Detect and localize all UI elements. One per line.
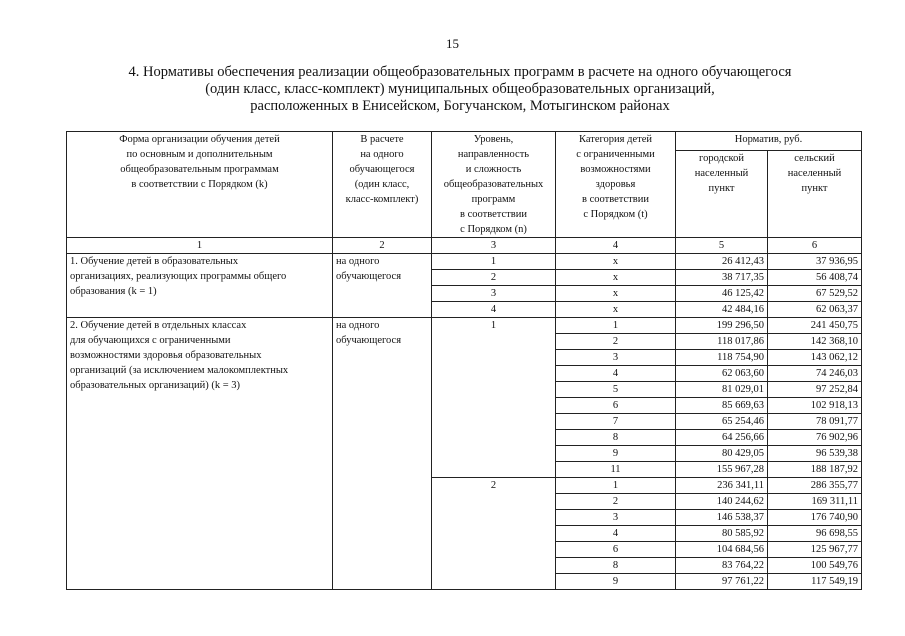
header-level: Уровень, направленность и сложность общеобразовательных программ в соответствии с Порядком (n) bbox=[432, 132, 556, 238]
urban-value: 146 538,37 bbox=[676, 510, 768, 526]
rural-value: 62 063,37 bbox=[768, 302, 862, 318]
rural-value: 188 187,92 bbox=[768, 462, 862, 478]
category-cell: 6 bbox=[556, 542, 676, 558]
rural-value: 117 549,19 bbox=[768, 574, 862, 590]
section-1-form: 1. Обучение детей в образовательных организациях, реализующих программы общего образования (k = 1) bbox=[67, 254, 333, 318]
urban-value: 199 296,50 bbox=[676, 318, 768, 334]
urban-value: 64 256,66 bbox=[676, 430, 768, 446]
column-number: 4 bbox=[556, 238, 676, 254]
header-form: Форма организации обучения детей по основным и дополнительным общеобразовательным программам в соответствии с Порядком (k) bbox=[67, 132, 333, 238]
category-cell: х bbox=[556, 270, 676, 286]
rural-value: 100 549,76 bbox=[768, 558, 862, 574]
urban-value: 104 684,56 bbox=[676, 542, 768, 558]
category-cell: 4 bbox=[556, 366, 676, 382]
level-cell: 3 bbox=[432, 286, 556, 302]
page-title bbox=[60, 64, 860, 115]
category-cell: 3 bbox=[556, 350, 676, 366]
category-cell: 6 bbox=[556, 398, 676, 414]
page-number: 15 bbox=[446, 36, 459, 51]
urban-value: 236 341,11 bbox=[676, 478, 768, 494]
section-2-per: на одного обучающегося bbox=[333, 318, 432, 590]
level-cell: 4 bbox=[432, 302, 556, 318]
urban-value: 118 754,90 bbox=[676, 350, 768, 366]
urban-value: 38 717,35 bbox=[676, 270, 768, 286]
level-cell: 2 bbox=[432, 270, 556, 286]
rural-value: 67 529,52 bbox=[768, 286, 862, 302]
urban-value: 80 585,92 bbox=[676, 526, 768, 542]
urban-value: 83 764,22 bbox=[676, 558, 768, 574]
category-cell: 3 bbox=[556, 510, 676, 526]
urban-value: 155 967,28 bbox=[676, 462, 768, 478]
normative-table bbox=[66, 131, 862, 590]
urban-value: 62 063,60 bbox=[676, 366, 768, 382]
category-cell: 11 bbox=[556, 462, 676, 478]
table-row bbox=[67, 318, 862, 334]
column-number: 2 bbox=[333, 238, 432, 254]
rural-value: 125 967,77 bbox=[768, 542, 862, 558]
rural-value: 102 918,13 bbox=[768, 398, 862, 414]
level-cell: 1 bbox=[432, 254, 556, 270]
rural-value: 37 936,95 bbox=[768, 254, 862, 270]
category-cell: 9 bbox=[556, 574, 676, 590]
category-cell: х bbox=[556, 286, 676, 302]
urban-value: 85 669,63 bbox=[676, 398, 768, 414]
section-2-form: 2. Обучение детей в отдельных классах для обучающихся с ограниченными возможностями здоровья образовательных организаций (за исключением малокомплектных образовательных организаций) (k = 3) bbox=[67, 318, 333, 590]
urban-value: 80 429,05 bbox=[676, 446, 768, 462]
column-number: 5 bbox=[676, 238, 768, 254]
category-cell: 8 bbox=[556, 558, 676, 574]
category-cell: 1 bbox=[556, 318, 676, 334]
urban-value: 42 484,16 bbox=[676, 302, 768, 318]
urban-value: 97 761,22 bbox=[676, 574, 768, 590]
urban-value: 65 254,46 bbox=[676, 414, 768, 430]
rural-value: 96 539,38 bbox=[768, 446, 862, 462]
category-cell: х bbox=[556, 302, 676, 318]
level-cell: 2 bbox=[432, 478, 556, 590]
rural-value: 78 091,77 bbox=[768, 414, 862, 430]
category-cell: 2 bbox=[556, 494, 676, 510]
rural-value: 97 252,84 bbox=[768, 382, 862, 398]
header-rural: сельский населенный пункт bbox=[768, 151, 862, 238]
category-cell: 5 bbox=[556, 382, 676, 398]
section-1-per: на одного обучающегося bbox=[333, 254, 432, 318]
column-number-row bbox=[67, 238, 862, 254]
rural-value: 96 698,55 bbox=[768, 526, 862, 542]
title-line: (один класс, класс-комплект) муниципальных общеобразовательных организаций, bbox=[205, 81, 715, 97]
rural-value: 241 450,75 bbox=[768, 318, 862, 334]
rural-value: 56 408,74 bbox=[768, 270, 862, 286]
column-number: 1 bbox=[67, 238, 333, 254]
rural-value: 169 311,11 bbox=[768, 494, 862, 510]
category-cell: 2 bbox=[556, 334, 676, 350]
rural-value: 142 368,10 bbox=[768, 334, 862, 350]
header-per: В расчете на одного обучающегося (один класс, класс-комплект) bbox=[333, 132, 432, 238]
urban-value: 46 125,42 bbox=[676, 286, 768, 302]
rural-value: 76 902,96 bbox=[768, 430, 862, 446]
urban-value: 81 029,01 bbox=[676, 382, 768, 398]
table-row bbox=[67, 254, 862, 270]
column-number: 3 bbox=[432, 238, 556, 254]
rural-value: 74 246,03 bbox=[768, 366, 862, 382]
rural-value: 176 740,90 bbox=[768, 510, 862, 526]
category-cell: 4 bbox=[556, 526, 676, 542]
rural-value: 286 355,77 bbox=[768, 478, 862, 494]
urban-value: 118 017,86 bbox=[676, 334, 768, 350]
title-line: расположенных в Енисейском, Богучанском, Мотыгинском районах bbox=[250, 98, 670, 114]
header-norm: Норматив, руб. bbox=[676, 132, 862, 151]
level-cell: 1 bbox=[432, 318, 556, 478]
rural-value: 143 062,12 bbox=[768, 350, 862, 366]
category-cell: 8 bbox=[556, 430, 676, 446]
urban-value: 26 412,43 bbox=[676, 254, 768, 270]
title-line: 4. Нормативы обеспечения реализации общеобразовательных программ в расчете на одного обучающегося bbox=[128, 64, 792, 80]
header-urban: городской населенный пункт bbox=[676, 151, 768, 238]
category-cell: х bbox=[556, 254, 676, 270]
column-number: 6 bbox=[768, 238, 862, 254]
category-cell: 7 bbox=[556, 414, 676, 430]
category-cell: 1 bbox=[556, 478, 676, 494]
category-cell: 9 bbox=[556, 446, 676, 462]
header-category: Категория детей с ограниченными возможностями здоровья в соответствии с Порядком (t) bbox=[556, 132, 676, 238]
urban-value: 140 244,62 bbox=[676, 494, 768, 510]
